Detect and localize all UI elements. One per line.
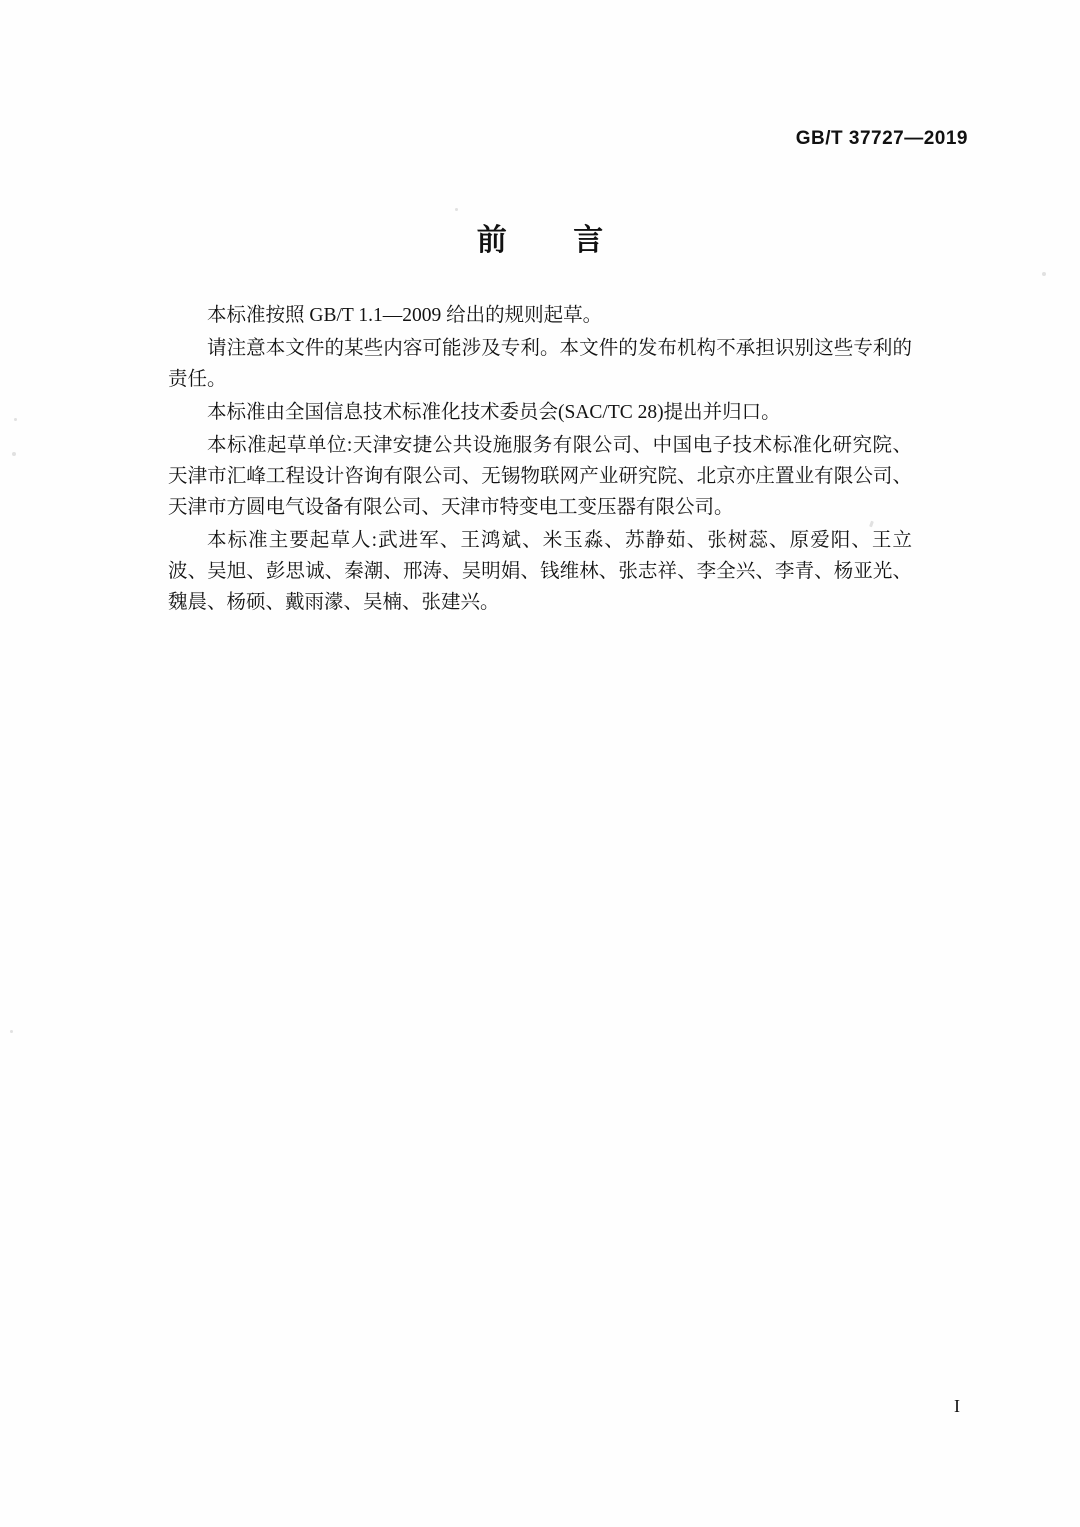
scan-speck-icon	[1042, 272, 1046, 276]
foreword-body	[168, 300, 912, 618]
foreword-paragraph: 本标准由全国信息技术标准化技术委员会(SAC/TC 28)提出并归口。	[207, 402, 781, 423]
page-number: I	[954, 1396, 960, 1416]
scan-speck-icon	[10, 1030, 13, 1033]
scan-speck-icon	[14, 418, 17, 421]
foreword-paragraph-drafting-units: 本标准起草单位:天津安捷公共设施服务有限公司、中国电子技术标准化研究院、天津市汇峰工程设计咨询有限公司、无锡物联网产业研究院、北京亦庄置业有限公司、天津市方圆电气设备有限公司、天津市特变电工变压器有限公司。	[168, 435, 912, 518]
foreword-paragraph-drafters: 本标准主要起草人:武进军、王鸿斌、米玉淼、苏静茹、张树蕊、原爱阳、王立波、吴旭、彭思诚、秦潮、邢涛、吴明娟、钱维林、张志祥、李全兴、李青、杨亚光、魏晨、杨硕、戴雨濛、吴楠、张建兴。	[168, 530, 912, 613]
foreword-paragraph: 本标准按照 GB/T 1.1—2009 给出的规则起草。	[207, 305, 603, 326]
scan-speck-icon	[12, 452, 16, 456]
page-title: 前 言	[476, 223, 632, 258]
scan-speck-icon	[455, 208, 458, 211]
standard-code-header: GB/T 37727—2019	[795, 128, 968, 149]
foreword-paragraph: 请注意本文件的某些内容可能涉及专利。本文件的发布机构不承担识别这些专利的责任。	[168, 338, 912, 390]
